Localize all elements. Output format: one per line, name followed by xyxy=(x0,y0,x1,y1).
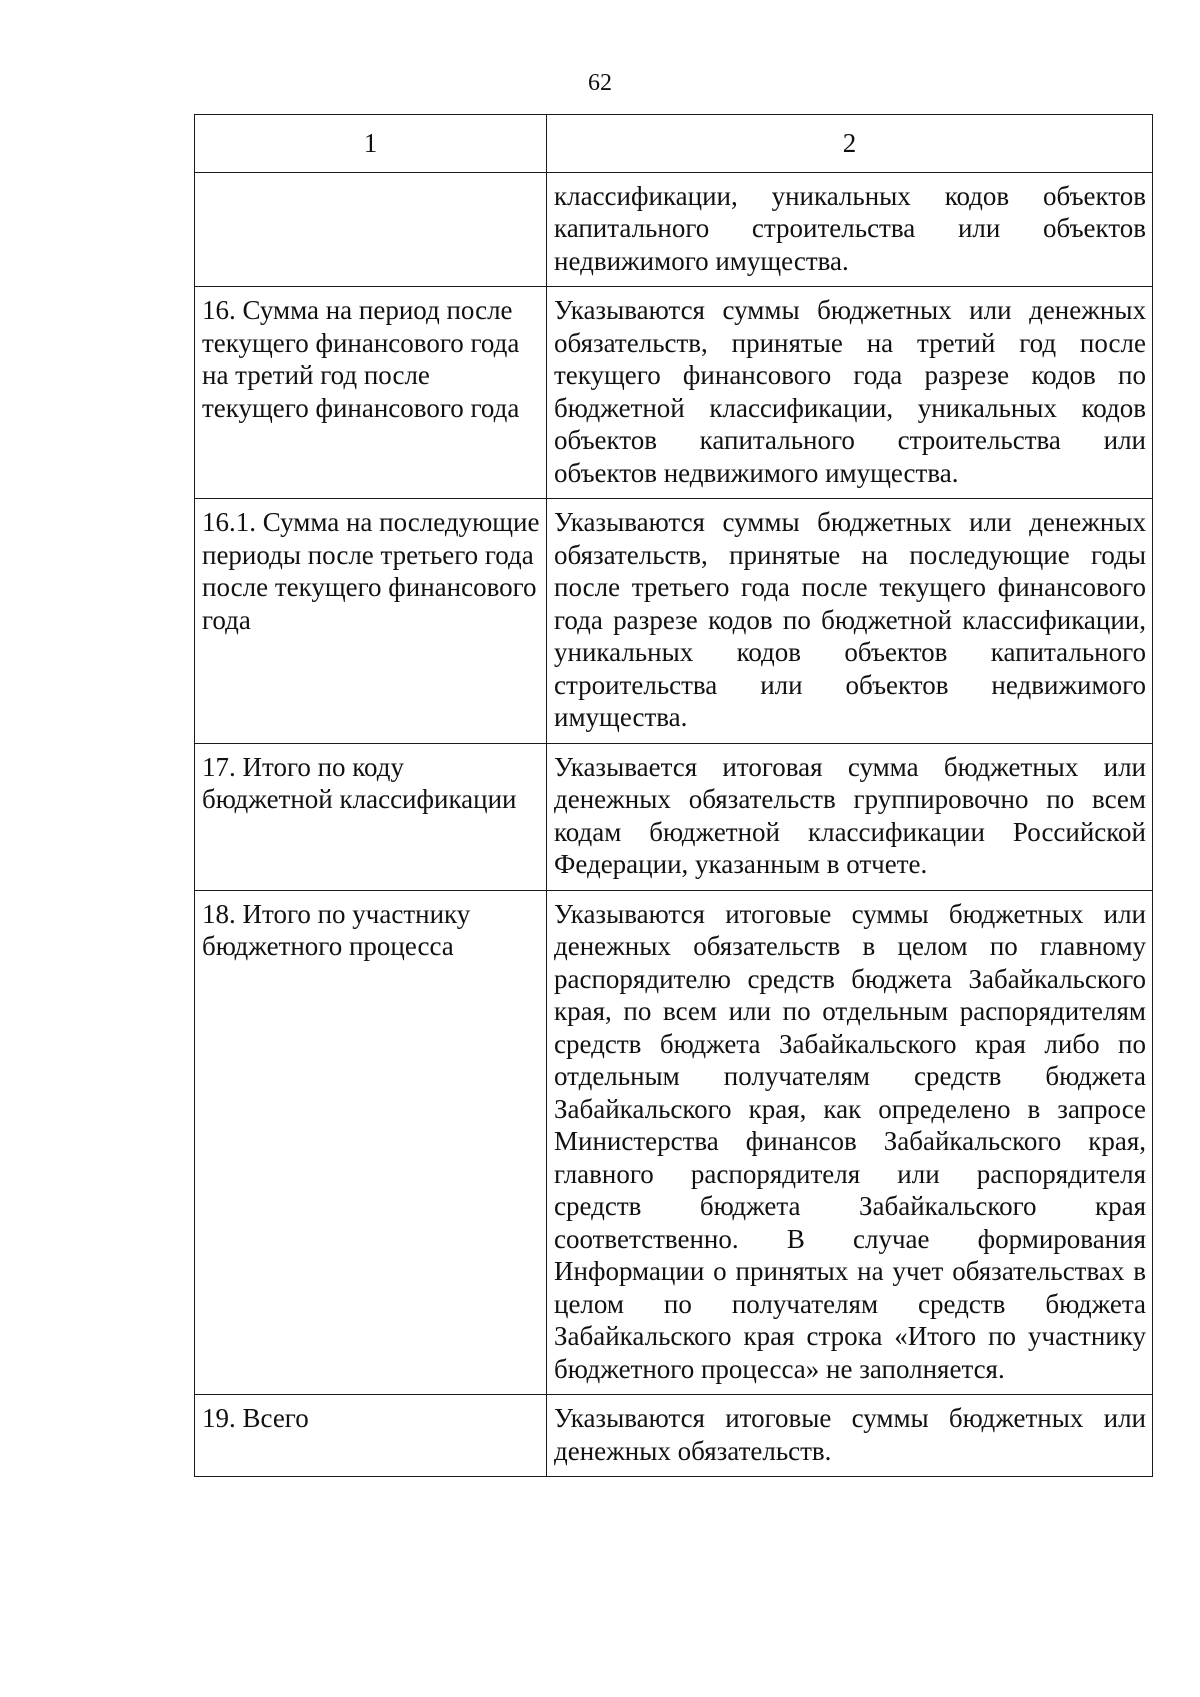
column-header-1: 1 xyxy=(195,115,547,173)
row-label-cell xyxy=(195,172,547,287)
row-description-cell: Указывается итоговая сумма бюджетных или денежных обязательств группировочно по всем кодам бюджетной классификации Российской Федерации, указанным в отчете. xyxy=(547,743,1153,890)
row-label-cell: 18. Итого по участнику бюджетного процесса xyxy=(195,890,547,1395)
row-label-cell: 16. Сумма на период после текущего финансового года на третий год после текущего финансового года xyxy=(195,287,547,499)
row-description-cell: Указываются итоговые суммы бюджетных или денежных обязательств в целом по главному распорядителю средств бюджета Забайкальского края, по всем или по отдельным распорядителям средств бюджета Забайкальского края либо по отдельным получателям средств бюджета Забайкальского края, как определено в запросе Министерства финансов Забайкальского края, главного распорядителя или распорядителя средств бюджета Забайкальского края соответственно. В случае формирования Информации о принятых на учет обязательствах в целом по получателям средств бюджета Забайкальского края строка «Итого по участнику бюджетного процесса» не заполняется. xyxy=(547,890,1153,1395)
column-header-2: 2 xyxy=(547,115,1153,173)
instructions-table xyxy=(194,114,1153,1477)
row-label-cell: 19. Всего xyxy=(195,1395,547,1477)
table-row xyxy=(195,172,1153,287)
table-row xyxy=(195,287,1153,499)
row-description-cell: Указываются суммы бюджетных или денежных обязательств, принятые на последующие годы после третьего года после текущего финансового года разрезе кодов по бюджетной классификации, уникальных кодов объектов капитального строительства или объектов недвижимого имущества. xyxy=(547,499,1153,744)
row-label-cell: 17. Итого по коду бюджетной классификации xyxy=(195,743,547,890)
table-row xyxy=(195,890,1153,1395)
table-header-row xyxy=(195,115,1153,173)
page-number: 62 xyxy=(588,70,612,96)
row-description-cell: Указываются суммы бюджетных или денежных обязательств, принятые на третий год после текущего финансового года разрезе кодов по бюджетной классификации, уникальных кодов объектов капитального строительства или объектов недвижимого имущества. xyxy=(547,287,1153,499)
row-label-cell: 16.1. Сумма на последующие периоды после третьего года после текущего финансового года xyxy=(195,499,547,744)
table-row xyxy=(195,1395,1153,1477)
table-row xyxy=(195,743,1153,890)
row-description-cell: Указываются итоговые суммы бюджетных или денежных обязательств. xyxy=(547,1395,1153,1477)
row-description-cell: классификации, уникальных кодов объектов капитального строительства или объектов недвижимого имущества. xyxy=(547,172,1153,287)
table-row xyxy=(195,499,1153,744)
